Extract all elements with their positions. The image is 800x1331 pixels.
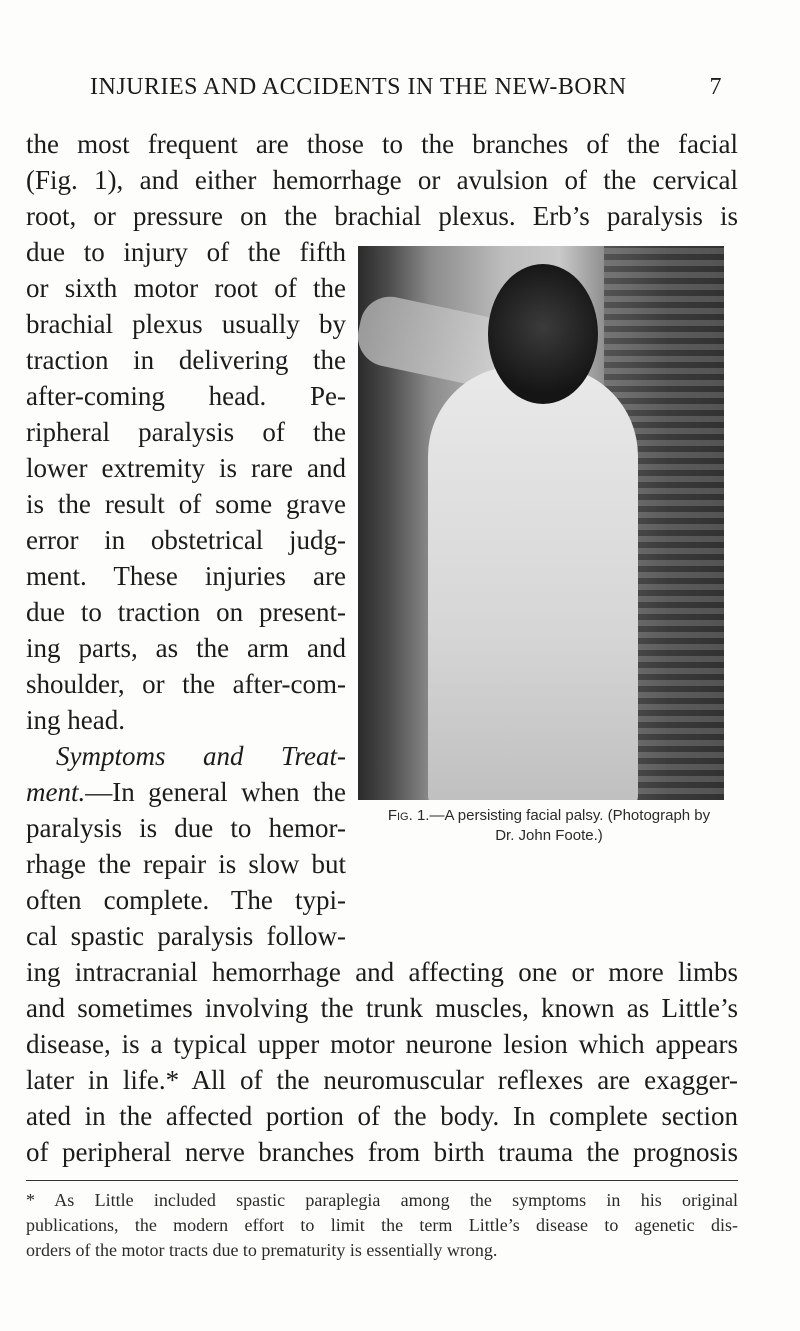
text-line: or sixth motor root of the [26, 273, 346, 303]
text-line: and sometimes involving the trunk muscles, known as Little’s [26, 993, 738, 1023]
infant-gown [428, 366, 638, 800]
text-line: of peripheral nerve branches from birth trauma the prognosis [26, 1137, 738, 1167]
text-line: cal spastic paralysis follow- [26, 921, 346, 951]
section-heading-text: ment. [26, 777, 86, 807]
text-line: ment. These injuries are [26, 561, 346, 591]
footnote-rule [26, 1180, 738, 1181]
section-heading [56, 738, 346, 774]
text-line: error in obstetrical judg- [26, 525, 346, 555]
text-line: rhage the repair is slow but [26, 849, 346, 879]
caption-label: Fig. 1. [387, 807, 430, 824]
running-header [90, 74, 722, 114]
caption-line: Dr. John Foote.) [495, 827, 603, 844]
footnote-line: publications, the modern effort to limit the term Little’s disease to agenetic dis- [26, 1215, 738, 1235]
caption-text: —A persisting facial palsy. (Photograph by [429, 807, 711, 824]
text-line: root, or pressure on the brachial plexus. Erb’s paralysis is [26, 201, 738, 231]
footnote-line: orders of the motor tracts due to prematurity is essentially wrong. [26, 1240, 498, 1260]
text-line: due to injury of the fifth [26, 237, 346, 267]
text-line: ing intracranial hemorrhage and affecting one or more limbs [26, 957, 738, 987]
text-line: the most frequent are those to the branches of the facial [26, 129, 738, 159]
text-line: due to traction on present- [26, 597, 346, 627]
text-line [26, 774, 346, 810]
text-line: later in life.* All of the neuromuscular reflexes are exagger- [26, 1065, 738, 1095]
text-line: brachial plexus usually by [26, 309, 346, 339]
text-line: often complete. The typi- [26, 885, 346, 915]
figure-caption [364, 806, 734, 846]
section-heading-text: Symptoms and Treat- [56, 741, 346, 771]
text-line: paralysis is due to hemor- [26, 813, 346, 843]
text-line: after-coming head. Pe- [26, 381, 346, 411]
running-title: INJURIES AND ACCIDENTS IN THE NEW-BORN [90, 74, 627, 100]
text-line: ated in the affected portion of the body. In complete section [26, 1101, 738, 1131]
text-line: (Fig. 1), and either hemorrhage or avulsion of the cervical [26, 165, 738, 195]
text-line: is the result of some grave [26, 489, 346, 519]
figure-photograph [358, 246, 724, 800]
text-line: disease, is a typical upper motor neurone lesion which appears [26, 1029, 738, 1059]
text-line: shoulder, or the after-com- [26, 669, 346, 699]
text-line: lower extremity is rare and [26, 453, 346, 483]
text-run: —In general when the [85, 777, 346, 807]
text-line: ing parts, as the arm and [26, 633, 346, 663]
page-number: 7 [709, 74, 722, 100]
text-line: ripheral paralysis of the [26, 417, 346, 447]
text-line: traction in delivering the [26, 345, 346, 375]
infant-head [488, 264, 598, 404]
footnote-line: * As Little included spastic paraplegia among the symptoms in his original [26, 1190, 738, 1210]
text-line: ing head. [26, 705, 125, 735]
